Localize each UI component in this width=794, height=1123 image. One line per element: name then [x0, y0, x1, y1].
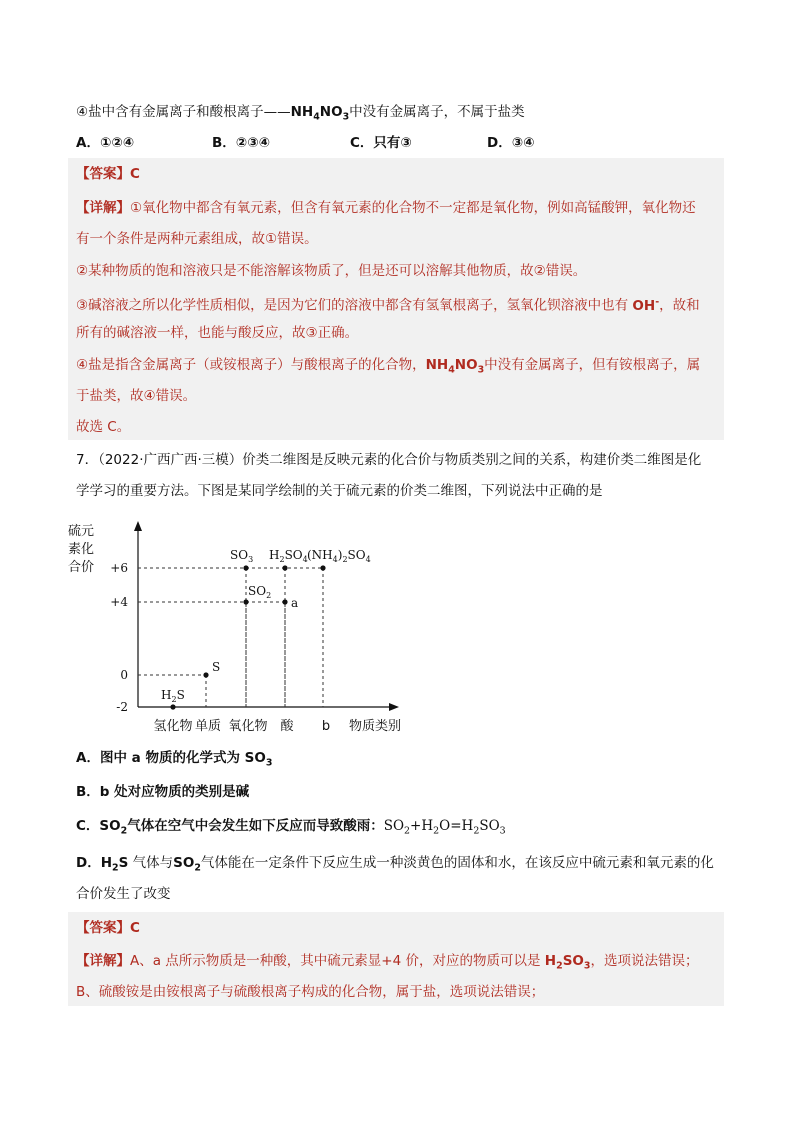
q6-detail-line-8: 故选 C。 [76, 419, 131, 435]
point-so2 [243, 599, 248, 604]
x-axis-label: 物质类别 [348, 719, 402, 734]
y-tick-label: +6 [110, 561, 128, 575]
point-nh42so4 [320, 565, 325, 570]
statement-4-suffix: 中没有金属离子，不属于盐类 [349, 104, 525, 120]
y-tick-label: -2 [116, 700, 128, 714]
y-axis-arrow [134, 521, 142, 531]
point-label: $SO_2$ [248, 584, 272, 600]
q6-detail-line-7: 于盐类，故④错误。 [76, 388, 197, 404]
q6-option-c[interactable]: C．只有③ [350, 135, 412, 151]
q7-detail-line-2: B、硫酸铵是由铵根离子与硫酸根离子构成的化合物，属于盐，选项说法错误； [76, 984, 545, 1000]
q7-option-c[interactable]: C．$SO_2$气体在空气中会发生如下反应而导致酸雨：$SO_2+H_2O=H_2SO_3$ [76, 818, 506, 837]
x-category-label: 单质 [194, 719, 222, 734]
x-axis-arrow [389, 703, 399, 711]
x-category-label: 氧化物 [228, 719, 268, 734]
y-axis-label: 硫元 [68, 524, 95, 539]
point-label: $H_2SO_4$ [269, 548, 308, 564]
q6-detail-line-5: 所有的碱溶液一样，也能与酸反应，故③正确。 [76, 325, 359, 341]
point-h2s [170, 704, 175, 709]
point-label: a [291, 596, 299, 610]
point-h2so4 [282, 565, 287, 570]
q7-detail-line-1: 【详解】A、a 点所示物质是一种酸，其中硫元素显+4 价，对应的物质可以是 $H_2SO_3$，选项说法错误； [76, 953, 699, 972]
x-category-label: b [321, 719, 331, 734]
q7-option-a[interactable]: A．图中 a 物质的化学式为 $SO_3$ [76, 750, 273, 769]
q6-option-d[interactable]: D．③④ [487, 135, 535, 151]
q7-stem-line-1: 7．（2022·广西广西·三模）价类二维图是反映元素的化合价与物质类别之间的关系，构建价类二维图是化 [76, 452, 702, 468]
q6-detail-line-1: 【详解】①氧化物中都含有氧元素，但含有氧元素的化合物不一定都是氧化物，例如高锰酸钾，氧化物还 [76, 200, 696, 216]
q6-detail-line-6: ④盐是指含金属离子（或铵根离子）与酸根离子的化合物，$NH_4NO_3$中没有金属离子，但有铵根离子，属 [76, 357, 701, 376]
nh4no3-formula: $NH_4NO_3$ [290, 104, 350, 123]
point-so3 [243, 565, 248, 570]
q6-answer: 【答案】C [76, 166, 140, 182]
statement-4-text: ④盐中含有金属离子和酸根离子—— [76, 104, 291, 120]
y-axis-label: 合价 [68, 560, 95, 575]
statement-4 [76, 102, 525, 128]
q6-option-a[interactable]: A．①②④ [76, 135, 135, 151]
q7-stem-line-2: 学学习的重要方法。下图是某同学绘制的关于硫元素的价类二维图，下列说法中正确的是 [76, 483, 603, 499]
q6-detail-line-2: 有一个条件是两种元素组成，故①错误。 [76, 231, 318, 247]
q7-option-b[interactable]: B．b 处对应物质的类别是碱 [76, 784, 250, 800]
q6-detail-line-3: ②某种物质的饱和溶液只是不能溶解该物质了，但是还可以溶解其他物质，故②错误。 [76, 263, 587, 279]
x-category-label: 酸 [280, 719, 294, 734]
point-a [282, 599, 287, 604]
sulfur-valence-chart [60, 515, 440, 745]
q7-option-d-line-2: 合价发生了改变 [76, 886, 171, 902]
q6-option-b[interactable]: B．②③④ [212, 135, 271, 151]
q7-option-d[interactable]: D．$H_2S$ 气体与$SO_2$气体能在一定条件下反应生成一种淡黄色的固体和水，在该反应中硫元素和氧元素的化 [76, 855, 714, 874]
point-label: $SO_3$ [230, 548, 254, 564]
q7-answer: 【答案】C [76, 920, 140, 936]
point-s [203, 672, 208, 677]
q6-detail-line-4: ③碱溶液之所以化学性质相似，是因为它们的溶液中都含有氢氧根离子，氢氧化钡溶液中也有 OH-，故和 [76, 296, 700, 314]
y-tick-label: +4 [110, 595, 128, 609]
point-label: S [212, 660, 221, 674]
x-category-label: 氢化物 [153, 719, 193, 734]
y-tick-label: 0 [120, 668, 128, 682]
point-label: $H_2S$ [161, 688, 185, 704]
y-axis-label: 素化 [68, 542, 95, 557]
point-label: $(NH_4)_2SO_4$ [307, 548, 371, 564]
